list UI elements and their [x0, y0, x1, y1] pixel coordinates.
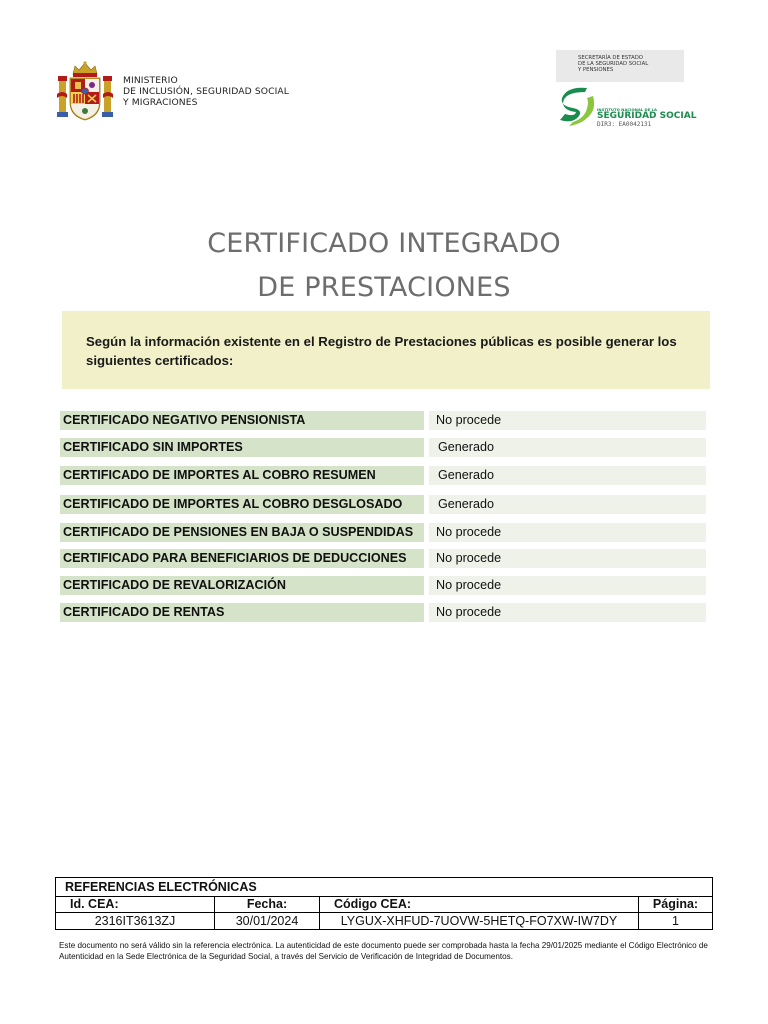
codigo-cea-value: LYGUX-XHFUD-7UOVW-5HETQ-FO7XW-IW7DY	[320, 913, 639, 930]
certificate-status: No procede	[429, 411, 706, 430]
certificate-status: Generado	[429, 466, 706, 485]
certificate-status: No procede	[429, 523, 706, 542]
title-line-2: DE PRESTACIONES	[257, 272, 511, 303]
certificate-row	[60, 495, 706, 514]
codigo-cea-header: Código CEA:	[320, 897, 639, 913]
certificate-label: CERTIFICADO DE PENSIONES EN BAJA O SUSPENDIDAS	[60, 523, 424, 542]
certificate-row	[60, 549, 706, 568]
certificate-status: No procede	[429, 603, 706, 622]
certificate-label: CERTIFICADO DE REVALORIZACIÓN	[60, 576, 424, 595]
certificate-status: Generado	[429, 438, 706, 457]
ministry-line: MINISTERIO	[123, 74, 178, 86]
id-cea-header: Id. CEA:	[56, 897, 215, 913]
id-cea-value: 2316IT3613ZJ	[56, 913, 215, 930]
secretaria-line: Y PENSIONES	[578, 67, 614, 74]
title-line-1: CERTIFICADO INTEGRADO	[207, 228, 561, 259]
secretaria-line: DE LA SEGURIDAD SOCIAL	[578, 61, 649, 68]
certificate-row	[60, 523, 706, 542]
intro-text: Según la información existente en el Registro de Prestaciones públicas es posible generar los siguientes certificados:	[86, 334, 677, 368]
certificate-label: CERTIFICADO DE RENTAS	[60, 603, 424, 622]
certificate-status: No procede	[429, 576, 706, 595]
fecha-value: 30/01/2024	[215, 913, 320, 930]
certificate-row	[60, 466, 706, 485]
ministry-name	[123, 75, 289, 108]
certificate-row	[60, 603, 706, 622]
certificate-label: CERTIFICADO DE IMPORTES AL COBRO DESGLOSADO	[60, 495, 424, 514]
dir3-code: DIR3: EA0042131	[597, 121, 652, 128]
document-title	[0, 222, 768, 310]
certificate-status: Generado	[429, 495, 706, 514]
fecha-header: Fecha:	[215, 897, 320, 913]
certificate-row	[60, 411, 706, 430]
ministry-line: Y MIGRACIONES	[123, 96, 198, 108]
pagina-header: Página:	[639, 897, 713, 913]
secretaria-label-box	[556, 50, 684, 82]
inss-name: SEGURIDAD SOCIAL	[597, 111, 697, 121]
ministry-line: DE INCLUSIÓN, SEGURIDAD SOCIAL	[123, 85, 290, 97]
secretaria-text	[556, 50, 684, 74]
references-title: REFERENCIAS ELECTRÓNICAS	[56, 878, 713, 897]
certificate-label: CERTIFICADO DE IMPORTES AL COBRO RESUMEN	[60, 466, 424, 485]
inss-subtitle: INSTITUTO NACIONAL DE LA	[597, 107, 657, 112]
ministry-logo	[55, 60, 289, 122]
certificate-row	[60, 438, 706, 457]
certificate-label: CERTIFICADO PARA BENEFICIARIOS DE DEDUCCIONES	[60, 549, 424, 568]
intro-box	[62, 311, 710, 389]
electronic-references-table	[55, 877, 713, 930]
validity-disclaimer: Este documento no será válido sin la referencia electrónica. La autenticidad de este documento puede ser comprobada hasta la fecha 29/01/2025 mediante el Código Electrónico de Autenticidad en la Sede Electrónica de la Seguridad Social, a través del Servicio de Verificación de Integridad de Documentos.	[59, 941, 708, 961]
spain-coat-of-arms-icon	[55, 60, 115, 122]
secretaria-line: SECRETARÍA DE ESTADO	[578, 55, 643, 61]
certificate-label: CERTIFICADO SIN IMPORTES	[60, 438, 424, 457]
certificate-row	[60, 576, 706, 595]
pagina-value: 1	[639, 913, 713, 930]
certificate-status: No procede	[429, 549, 706, 568]
certificate-label: CERTIFICADO NEGATIVO PENSIONISTA	[60, 411, 424, 430]
